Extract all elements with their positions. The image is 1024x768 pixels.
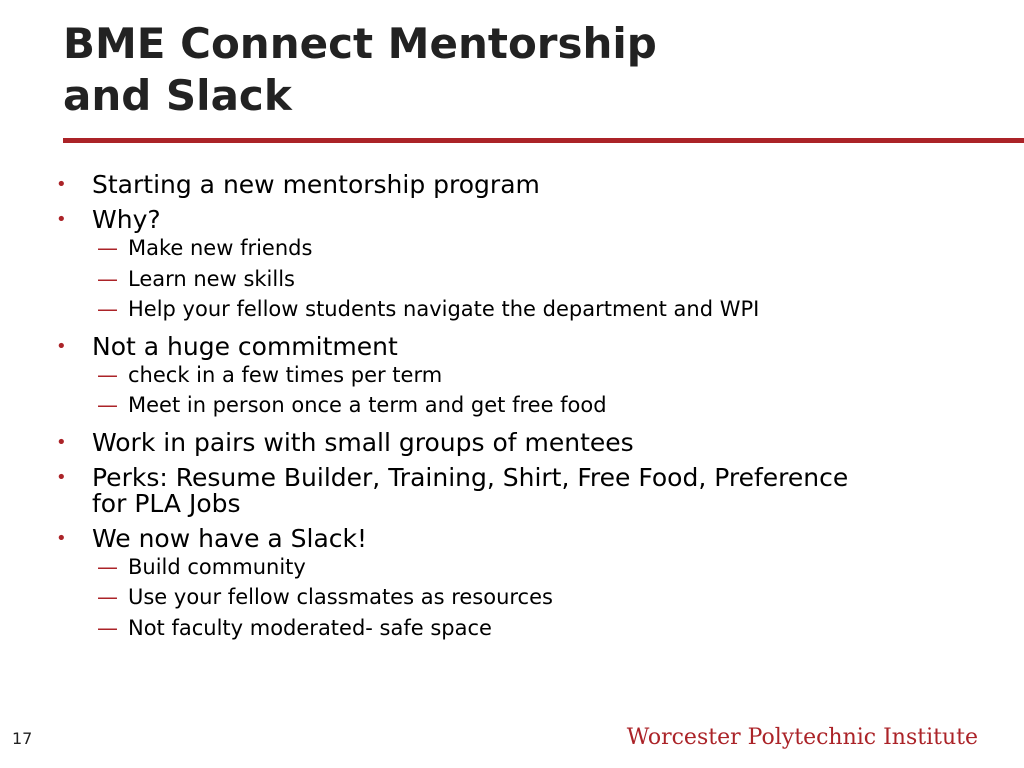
bullet-list [56, 168, 986, 643]
slide-title [63, 18, 963, 122]
dash-icon: — [97, 615, 118, 640]
sub-bullet-text: Not faculty moderated- safe space [128, 615, 492, 640]
bullet-dot-icon: • [56, 174, 67, 195]
bullet-dot-icon: • [56, 466, 67, 488]
dash-icon: — [97, 554, 118, 579]
sub-bullet-item [56, 552, 986, 583]
bullet-text: Not a huge commitment [92, 331, 398, 361]
sub-bullet-text: Build community [128, 554, 306, 579]
dash-icon: — [97, 362, 118, 387]
page-number: 17 [12, 729, 33, 748]
sub-bullet-text: check in a few times per term [128, 362, 443, 387]
sub-bullet-item [56, 233, 986, 264]
bullet-item [56, 172, 986, 198]
bullet-dot-icon: • [56, 527, 67, 549]
sub-bullet-text: Help your fellow students navigate the department and WPI [128, 297, 760, 321]
slide-title-line-2: and Slack [63, 71, 292, 120]
title-divider [63, 138, 1024, 143]
dash-icon: — [97, 585, 118, 609]
bullet-item [56, 427, 986, 457]
bullet-item [56, 523, 986, 553]
sub-bullet-item [56, 613, 986, 644]
dash-icon: — [97, 297, 118, 321]
sub-bullet-item [56, 582, 986, 613]
bullet-text: Why? [92, 205, 161, 234]
sub-bullet-item [56, 264, 986, 295]
bullet-text: Starting a new mentorship program [92, 170, 540, 199]
dash-icon: — [97, 236, 118, 260]
sub-bullet-text: Make new friends [128, 236, 313, 260]
sub-bullet-item [56, 294, 986, 325]
dash-icon: — [97, 266, 118, 291]
bullet-text: We now have a Slack! [92, 523, 368, 553]
bullet-dot-icon: • [56, 335, 67, 357]
bullet-item [56, 207, 986, 233]
bullet-text: Work in pairs with small groups of mentees [92, 427, 634, 457]
sub-bullet-item [56, 390, 986, 421]
bullet-item [56, 331, 986, 361]
sub-bullet-text: Meet in person once a term and get free food [128, 393, 607, 417]
dash-icon: — [97, 393, 118, 417]
slide-title-line-1: BME Connect Mentorship [63, 19, 657, 68]
bullet-dot-icon: • [56, 209, 67, 230]
sub-bullet-text: Use your fellow classmates as resources [128, 585, 553, 609]
bullet-text: Perks: Resume Builder, Training, Shirt, Free Food, Preference for PLA Jobs [92, 462, 849, 518]
bullet-item [56, 462, 852, 518]
bullet-dot-icon: • [56, 431, 67, 453]
sub-bullet-item [56, 360, 986, 391]
institution-footer: Worcester Polytechnic Institute [626, 725, 978, 750]
sub-bullet-text: Learn new skills [128, 266, 295, 291]
